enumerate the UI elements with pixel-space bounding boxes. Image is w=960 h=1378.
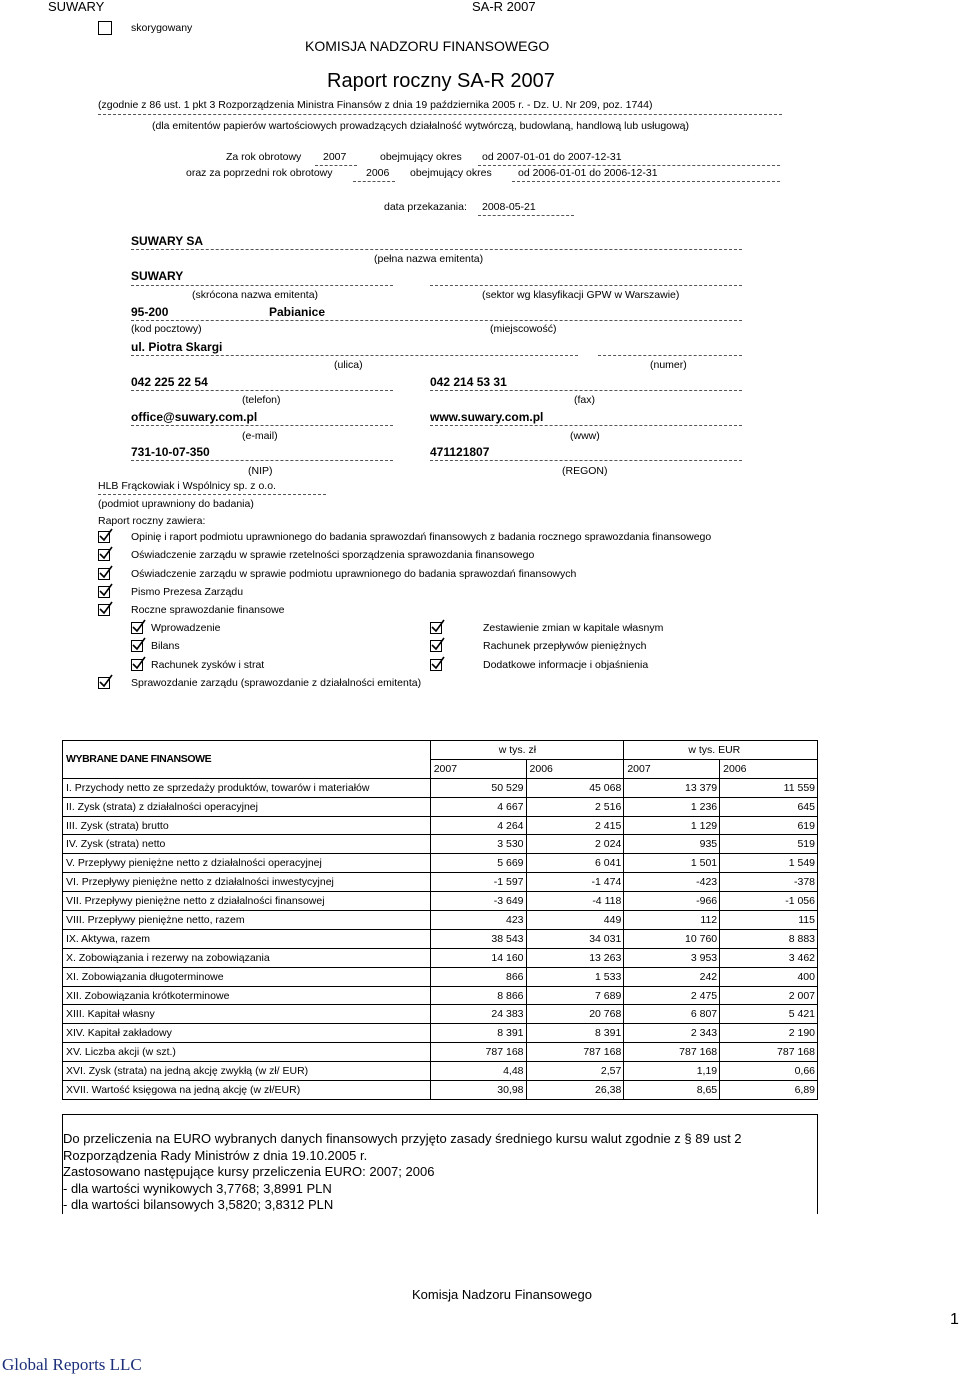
financials-cell: 4,48 bbox=[430, 1062, 526, 1081]
financials-cell: 645 bbox=[720, 797, 818, 816]
contents-item-3-checkbox[interactable] bbox=[98, 568, 110, 580]
issuer-regon: 471121807 bbox=[430, 445, 490, 459]
header-center: SA-R 2007 bbox=[472, 0, 536, 14]
financials-row bbox=[63, 797, 818, 816]
financials-cell: 8 391 bbox=[430, 1024, 526, 1043]
financials-row-label: XVI. Zysk (strata) na jedną akcję zwykłą (w zł/ EUR) bbox=[63, 1062, 431, 1081]
contents-last-item: Sprawozdanie zarządu (sprawozdanie z działalności emitenta) bbox=[131, 677, 422, 689]
period-row1-range: od 2007-01-01 do 2007-12-31 bbox=[482, 151, 622, 163]
financials-cell: 242 bbox=[624, 967, 720, 986]
financials-row-label: IV. Zysk (strata) netto bbox=[63, 835, 431, 854]
financials-row bbox=[63, 1024, 818, 1043]
issuer-number-line bbox=[598, 355, 742, 356]
period-row2-year: 2006 bbox=[366, 167, 390, 179]
issuer-full-name-line bbox=[131, 249, 742, 250]
commission-name: KOMISJA NADZORU FINANSOWEGO bbox=[305, 38, 550, 54]
report-title: Raport roczny SA-R 2007 bbox=[327, 70, 555, 92]
financials-cell: 2 343 bbox=[624, 1024, 720, 1043]
year-eur-previous: 2006 bbox=[720, 759, 818, 778]
financials-cell: 3 953 bbox=[624, 948, 720, 967]
sub-left-3-checkbox[interactable] bbox=[131, 659, 143, 671]
financials-cell: 1 236 bbox=[624, 797, 720, 816]
financials-cell: 423 bbox=[430, 911, 526, 930]
financials-cell: 619 bbox=[720, 816, 818, 835]
period-row2-range: od 2006-01-01 do 2006-12-31 bbox=[518, 167, 658, 179]
auditor-line bbox=[98, 494, 326, 495]
sub-left-1: Wprowadzenie bbox=[151, 622, 221, 634]
financials-row-label: XV. Liczba akcji (w szt.) bbox=[63, 1043, 431, 1062]
issuer-phone-line bbox=[131, 390, 393, 391]
issuer-nip: 731-10-07-350 bbox=[131, 445, 210, 459]
financials-row-label: VIII. Przepływy pieniężne netto, razem bbox=[63, 911, 431, 930]
issuer-short-name-caption: (skrócona nazwa emitenta) bbox=[192, 289, 319, 301]
sub-left-1-checkbox[interactable] bbox=[131, 622, 143, 634]
financials-cell: 5 421 bbox=[720, 1005, 818, 1024]
financials-cell: -3 649 bbox=[430, 892, 526, 911]
financials-cell: 4 667 bbox=[430, 797, 526, 816]
financials-cell: 3 530 bbox=[430, 835, 526, 854]
contents-item-1: Opinię i raport podmiotu uprawnionego do badania sprawozdań finansowych z badania rocznego sprawozdania finansowego bbox=[131, 531, 712, 543]
sub-left-2: Bilans bbox=[151, 640, 180, 652]
contents-item-2-checkbox[interactable] bbox=[98, 549, 110, 561]
contents-item-1-checkbox[interactable] bbox=[98, 531, 110, 543]
financials-row bbox=[63, 948, 818, 967]
issuer-sector-line bbox=[430, 285, 742, 286]
submission-label: data przekazania: bbox=[384, 201, 467, 213]
financials-cell: 2 190 bbox=[720, 1024, 818, 1043]
conversion-note-line-5: - dla wartości bilansowych 3,5820; 3,8312 PLN bbox=[63, 1197, 334, 1212]
financials-row-label: XVII. Wartość księgowa na jedną akcję (w zł/EUR) bbox=[63, 1081, 431, 1100]
financials-row bbox=[63, 873, 818, 892]
financials-cell: 787 168 bbox=[624, 1043, 720, 1062]
financials-cell: 7 689 bbox=[526, 986, 624, 1005]
issuer-postal-caption: (kod pocztowy) bbox=[131, 323, 202, 335]
issuer-phone-caption: (telefon) bbox=[242, 394, 281, 406]
financials-row-label: XIV. Kapitał zakładowy bbox=[63, 1024, 431, 1043]
issuer-short-name-line bbox=[131, 285, 393, 286]
financials-cell: 24 383 bbox=[430, 1005, 526, 1024]
conversion-note-line-4: - dla wartości wynikowych 3,7768; 3,8991 PLN bbox=[63, 1180, 332, 1196]
issuer-phone: 042 225 22 54 bbox=[131, 375, 208, 389]
financials-cell: 519 bbox=[720, 835, 818, 854]
issuer-fax-caption: (fax) bbox=[574, 394, 595, 406]
conversion-note-line-2: Rozporządzenia Rady Ministrów z dnia 19.10.2005 r. bbox=[63, 1147, 368, 1163]
financials-cell: 449 bbox=[526, 911, 624, 930]
issuer-full-name-caption: (pełna nazwa emitenta) bbox=[374, 253, 484, 265]
issuer-www-caption: (www) bbox=[570, 430, 600, 442]
sub-left-3: Rachunek zysków i strat bbox=[151, 659, 265, 671]
issuer-www-line bbox=[430, 425, 742, 426]
financials-row-label: I. Przychody netto ze sprzedaży produktów, towarów i materiałów bbox=[63, 778, 431, 797]
financials-cell: -1 474 bbox=[526, 873, 624, 892]
financials-cell: 20 768 bbox=[526, 1005, 624, 1024]
sub-left-2-checkbox[interactable] bbox=[131, 640, 143, 652]
sub-right-2-checkbox[interactable] bbox=[430, 640, 442, 652]
financials-cell: -423 bbox=[624, 873, 720, 892]
issuer-regon-line bbox=[430, 460, 742, 461]
financials-row-label: V. Przepływy pieniężne netto z działalności operacyjnej bbox=[63, 854, 431, 873]
contents-item-4: Pismo Prezesa Zarządu bbox=[131, 586, 244, 598]
issuer-postal-code: 95-200 bbox=[131, 305, 169, 319]
financials-cell: 1 533 bbox=[526, 967, 624, 986]
issuer-nip-caption: (NIP) bbox=[248, 465, 273, 477]
financials-cell: 1,19 bbox=[624, 1062, 720, 1081]
header-left: SUWARY bbox=[48, 0, 105, 14]
corrected-label: skorygowany bbox=[131, 22, 193, 34]
financials-cell: -4 118 bbox=[526, 892, 624, 911]
financials-cell: 8 883 bbox=[720, 929, 818, 948]
period-row2-year-line bbox=[353, 181, 395, 182]
issuer-short-name: SUWARY bbox=[131, 269, 184, 283]
financials-row-label: XI. Zobowiązania długoterminowe bbox=[63, 967, 431, 986]
footer-commission: Komisja Nadzoru Finansowego bbox=[412, 1287, 592, 1302]
financials-cell: 3 462 bbox=[720, 948, 818, 967]
sub-right-1-checkbox[interactable] bbox=[430, 622, 442, 634]
issuer-nip-line bbox=[131, 460, 393, 461]
financials-cell: 6,89 bbox=[720, 1081, 818, 1100]
unit-pln: w tys. zł bbox=[430, 741, 624, 760]
issuer-street-line bbox=[131, 355, 578, 356]
financials-cell: 11 559 bbox=[720, 778, 818, 797]
financials-cell: 6 807 bbox=[624, 1005, 720, 1024]
financials-row-label: XIII. Kapitał własny bbox=[63, 1005, 431, 1024]
period-row1-label: Za rok obrotowy bbox=[226, 151, 302, 163]
financials-cell: 2 475 bbox=[624, 986, 720, 1005]
issuer-scope: (dla emitentów papierów wartościowych prowadzących działalność wytwórczą, budowlaną, handlową lub usługową) bbox=[152, 120, 689, 132]
financials-row bbox=[63, 854, 818, 873]
financials-cell: -378 bbox=[720, 873, 818, 892]
issuer-street-caption: (ulica) bbox=[334, 359, 363, 371]
financials-cell: 112 bbox=[624, 911, 720, 930]
issuer-fax: 042 214 53 31 bbox=[430, 375, 507, 389]
issuer-city-caption: (miejscowość) bbox=[490, 323, 557, 335]
contents-item-4-checkbox[interactable] bbox=[98, 586, 110, 598]
financials-row-label: VI. Przepływy pieniężne netto z działalności inwestycyjnej bbox=[63, 873, 431, 892]
conversion-note bbox=[62, 1114, 818, 1214]
year-pln-current: 2007 bbox=[430, 759, 526, 778]
financials-cell: 5 669 bbox=[430, 854, 526, 873]
financials-row bbox=[63, 1062, 818, 1081]
financials-cell: 13 263 bbox=[526, 948, 624, 967]
watermark-logo: Global Reports LLC bbox=[2, 1355, 142, 1374]
financials-cell: 1 501 bbox=[624, 854, 720, 873]
page-number: 1 bbox=[950, 1311, 959, 1328]
issuer-full-name: SUWARY SA bbox=[131, 234, 204, 248]
financials-cell: 14 160 bbox=[430, 948, 526, 967]
conversion-note-line-1: Do przeliczenia na EURO wybranych danych finansowych przyjęto zasady średniego kursu walut zgodnie z § 89 ust 2 bbox=[63, 1131, 742, 1146]
issuer-email[interactable]: office@suwary.com.pl bbox=[131, 410, 258, 424]
financials-cell: 6 041 bbox=[526, 854, 624, 873]
financials-row-label: IX. Aktywa, razem bbox=[63, 929, 431, 948]
financials-cell: 2 007 bbox=[720, 986, 818, 1005]
financials-cell: 2 415 bbox=[526, 816, 624, 835]
sub-right-3: Dodatkowe informacje i objaśnienia bbox=[483, 659, 649, 671]
financials-row bbox=[63, 911, 818, 930]
period-row2-range-line bbox=[512, 181, 780, 182]
financials-cell: 1 549 bbox=[720, 854, 818, 873]
period-row2-label: oraz za poprzedni rok obrotowy bbox=[186, 167, 333, 179]
contents-item-5: Roczne sprawozdanie finansowe bbox=[131, 604, 285, 616]
financials-header-row bbox=[63, 741, 818, 760]
financials-cell: 50 529 bbox=[430, 778, 526, 797]
financials-row bbox=[63, 778, 818, 797]
period-row1-text: obejmujący okres bbox=[380, 151, 462, 163]
contents-intro: Raport roczny zawiera: bbox=[98, 515, 206, 527]
financials-row-label: II. Zysk (strata) z działalności operacyjnej bbox=[63, 797, 431, 816]
period-row1-year: 2007 bbox=[323, 151, 347, 163]
financials-cell: 2,57 bbox=[526, 1062, 624, 1081]
legal-basis-line bbox=[98, 114, 782, 115]
corrected-checkbox[interactable] bbox=[98, 21, 112, 35]
contents-item-5-checkbox[interactable] bbox=[98, 604, 110, 616]
financials-row bbox=[63, 835, 818, 854]
financials-row bbox=[63, 929, 818, 948]
contents-last-checkbox[interactable] bbox=[98, 677, 110, 689]
financials-cell: 10 760 bbox=[624, 929, 720, 948]
issuer-email-caption: (e-mail) bbox=[242, 430, 278, 442]
financials-cell: -1 597 bbox=[430, 873, 526, 892]
financials-row-label: X. Zobowiązania i rezerwy na zobowiązania bbox=[63, 948, 431, 967]
issuer-city: Pabianice bbox=[269, 305, 326, 319]
financials-row-label: XII. Zobowiązania krótkoterminowe bbox=[63, 986, 431, 1005]
auditor-caption: (podmiot uprawniony do badania) bbox=[98, 498, 254, 510]
year-pln-previous: 2006 bbox=[526, 759, 624, 778]
issuer-address-line bbox=[131, 320, 742, 321]
submission-date-line bbox=[478, 215, 574, 216]
financials-table bbox=[62, 740, 818, 1100]
financials-cell: 0,66 bbox=[720, 1062, 818, 1081]
financials-cell: 400 bbox=[720, 967, 818, 986]
financials-cell: 787 168 bbox=[430, 1043, 526, 1062]
financials-row bbox=[63, 1005, 818, 1024]
period-row2-text: obejmujący okres bbox=[410, 167, 492, 179]
issuer-www[interactable]: www.suwary.com.pl bbox=[430, 410, 544, 424]
financials-row bbox=[63, 1043, 818, 1062]
issuer-regon-caption: (REGON) bbox=[562, 465, 608, 477]
financials-cell: 8 866 bbox=[430, 986, 526, 1005]
financials-cell: 26,38 bbox=[526, 1081, 624, 1100]
issuer-number-caption: (numer) bbox=[650, 359, 687, 371]
financials-cell: 34 031 bbox=[526, 929, 624, 948]
financials-cell: 8,65 bbox=[624, 1081, 720, 1100]
year-eur-current: 2007 bbox=[624, 759, 720, 778]
period-row1-range-line bbox=[478, 165, 780, 166]
financials-row bbox=[63, 986, 818, 1005]
issuer-street: ul. Piotra Skargi bbox=[131, 340, 223, 354]
financials-cell: 115 bbox=[720, 911, 818, 930]
issuer-email-line bbox=[131, 425, 393, 426]
financials-cell: 38 543 bbox=[430, 929, 526, 948]
legal-basis: (zgodnie z 86 ust. 1 pkt 3 Rozporządzenia Ministra Finansów z dnia 19 października 2005 r. - Dz. U. Nr 209, poz. 1744) bbox=[98, 99, 653, 111]
financials-row-label: VII. Przepływy pieniężne netto z działalności finansowej bbox=[63, 892, 431, 911]
financials-row bbox=[63, 892, 818, 911]
financials-row bbox=[63, 1081, 818, 1100]
financials-cell: 935 bbox=[624, 835, 720, 854]
submission-date: 2008-05-21 bbox=[482, 201, 536, 213]
financials-cell: 13 379 bbox=[624, 778, 720, 797]
issuer-sector-caption: (sektor wg klasyfikacji GPW w Warszawie) bbox=[482, 289, 680, 301]
financials-cell: 4 264 bbox=[430, 816, 526, 835]
financials-cell: 866 bbox=[430, 967, 526, 986]
financials-title: WYBRANE DANE FINANSOWE bbox=[63, 741, 431, 779]
financials-cell: -1 056 bbox=[720, 892, 818, 911]
financials-cell: 787 168 bbox=[720, 1043, 818, 1062]
financials-row-label: III. Zysk (strata) brutto bbox=[63, 816, 431, 835]
financials-row bbox=[63, 967, 818, 986]
financials-cell: 787 168 bbox=[526, 1043, 624, 1062]
sub-right-1: Zestawienie zmian w kapitale własnym bbox=[483, 622, 664, 634]
financials-row bbox=[63, 816, 818, 835]
sub-right-2: Rachunek przepływów pieniężnych bbox=[483, 640, 647, 652]
unit-eur: w tys. EUR bbox=[624, 741, 818, 760]
financials-cell: 30,98 bbox=[430, 1081, 526, 1100]
contents-item-2: Oświadczenie zarządu w sprawie rzetelności sporządzenia sprawozdania finansowego bbox=[131, 549, 535, 561]
period-row1-year-line bbox=[315, 165, 357, 166]
financials-cell: 1 129 bbox=[624, 816, 720, 835]
auditor-name: HLB Frąckowiak i Wspólnicy sp. z o.o. bbox=[98, 480, 276, 492]
issuer-fax-line bbox=[430, 390, 742, 391]
conversion-note-line-3: Zastosowano następujące kursy przeliczenia EURO: 2007; 2006 bbox=[63, 1164, 435, 1179]
financials-cell: 2 024 bbox=[526, 835, 624, 854]
financials-cell: 45 068 bbox=[526, 778, 624, 797]
financials-cell: 8 391 bbox=[526, 1024, 624, 1043]
sub-right-3-checkbox[interactable] bbox=[430, 659, 442, 671]
financials-cell: 2 516 bbox=[526, 797, 624, 816]
financials-cell: -966 bbox=[624, 892, 720, 911]
contents-item-3: Oświadczenie zarządu w sprawie podmiotu uprawnionego do badania sprawozdań finansowych bbox=[131, 568, 577, 580]
